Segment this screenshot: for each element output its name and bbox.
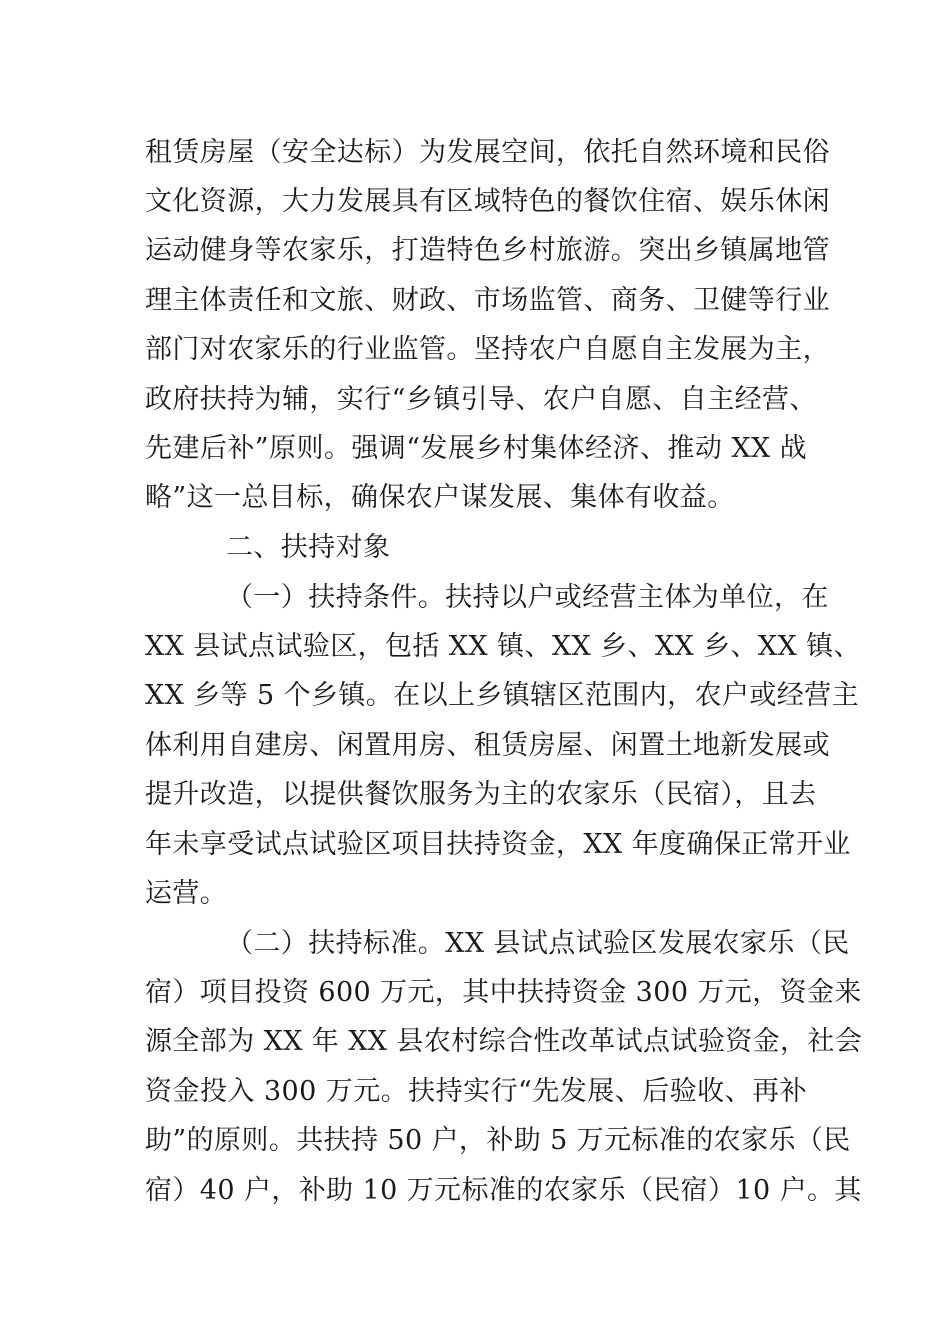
text-line: 资金投入 300 万元。扶持实行“先发展、后验收、再补	[145, 1076, 807, 1107]
text-line: 运营。	[145, 878, 228, 909]
text-line: 政府扶持为辅，实行“乡镇引导、农户自愿、自主经营、	[145, 384, 817, 415]
text-line: 文化资源，大力发展具有区域特色的餐饮住宿、娱乐休闲	[145, 186, 830, 217]
text-line: 运动健身等农家乐，打造特色乡村旅游。突出乡镇属地管	[145, 235, 830, 266]
text-line: 年未享受试点试验区项目扶持资金，XX 年度确保正常开业	[145, 829, 851, 860]
text-line: 先建后补”原则。强调“发展乡村集体经济、推动 XX 战	[145, 433, 807, 464]
text-line: 理主体责任和文旅、财政、市场监管、商务、卫健等行业	[145, 285, 830, 316]
text-line: 提升改造，以提供餐饮服务为主的农家乐（民宿），且去	[145, 779, 817, 810]
text-line: XX 县试点试验区，包括 XX 镇、XX 乡、XX 乡、XX 镇、	[145, 631, 861, 662]
subsection-heading-line: （二）扶持标准。XX 县试点试验区发展农家乐（民	[226, 928, 850, 959]
text-line: 宿）40 户，补助 10 万元标准的农家乐（民宿）10 户。其	[145, 1175, 862, 1206]
text-line: 体利用自建房、闲置用房、租赁房屋、闲置土地新发展或	[145, 730, 830, 761]
subsection-heading-line: （一）扶持条件。扶持以户或经营主体为单位，在	[226, 582, 829, 613]
text-line: 助”的原则。共扶持 50 户，补助 5 万元标准的农家乐（民	[145, 1125, 851, 1156]
text-line: 宿）项目投资 600 万元，其中扶持资金 300 万元，资金来	[145, 977, 862, 1008]
text-line: XX 乡等 5 个乡镇。在以上乡镇辖区范围内，农户或经营主	[145, 680, 859, 711]
text-line: 源全部为 XX 年 XX 县农村综合性改革试点试验资金，社会	[145, 1026, 863, 1057]
section-heading: 二、扶持对象	[226, 532, 391, 563]
text-line: 租赁房屋（安全达标）为发展空间，依托自然环境和民俗	[145, 137, 830, 168]
text-line: 略”这一总目标，确保农户谋发展、集体有收益。	[145, 482, 735, 513]
text-line: 部门对农家乐的行业监管。坚持农户自愿自主发展为主，	[145, 334, 830, 365]
